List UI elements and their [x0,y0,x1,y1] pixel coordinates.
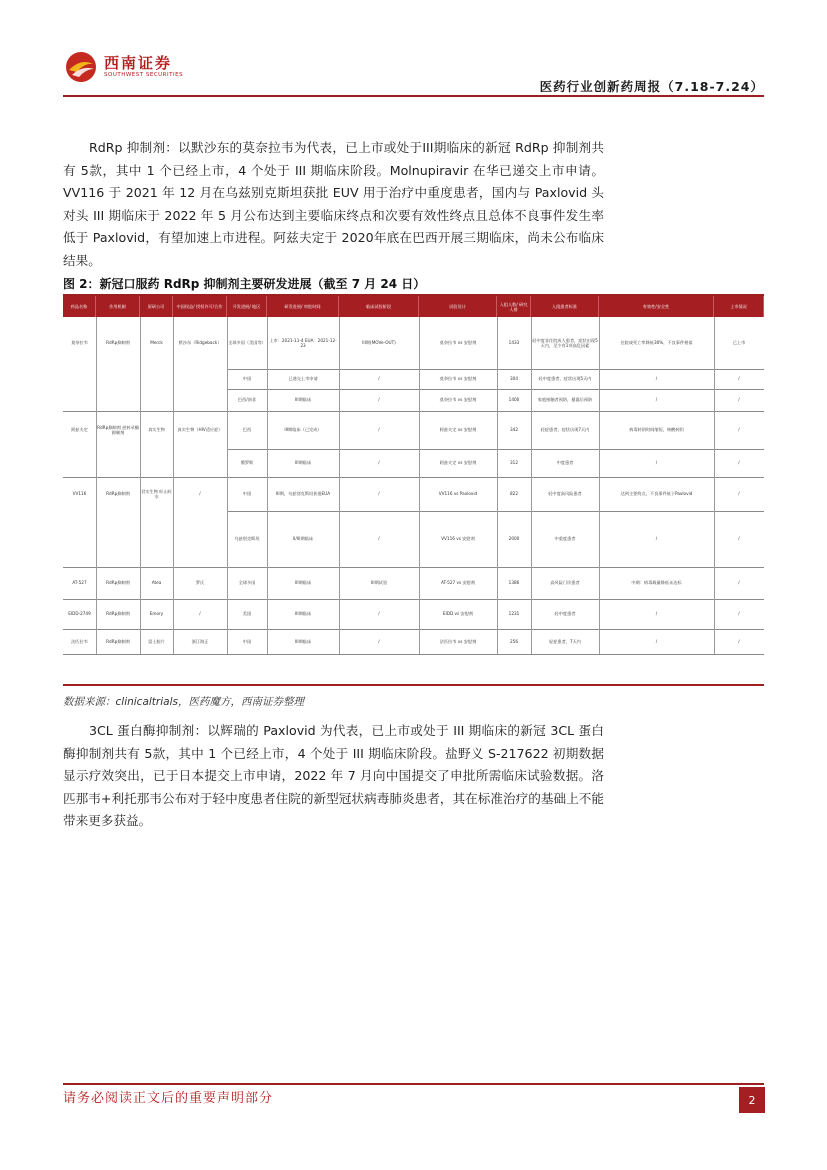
table-cell: II/III期临床 [292,536,314,542]
table-cell: 乌兹别克斯坦 [234,536,260,542]
footer-divider [63,1083,764,1085]
table-cell: / [738,427,740,433]
table-cell: 312 [510,460,518,466]
table-cell: 莫奈拉韦 vs 安慰剂 [439,376,477,382]
paragraph-3cl: 3CL 蛋白酶抑制剂：以辉瑞的 Paxlovid 为代表，已上市或处于 III 期临床的新冠 3CL 蛋白酶抑制剂共有 5款，其中 1 个已经上市，4 个处于 III 期临床阶段。盐野义 S-217622 初期数据显示疗效突出，已于日本提交上市申请，2022 年 7 月向中国提交了申批所需临床试验数据。洛匹那韦+利托那韦公布对于轻中度患者住院的新型冠状病毒肺炎患者，其在标准治疗的基础上不能带来更多获益。 [63,723,604,829]
table-column-divider [599,317,600,654]
table-cell: III期临床 [294,580,312,586]
table-cell: / [738,536,740,542]
table-cell: 住院或死亡率降低30%，不良事件相似 [620,340,693,346]
table-header-cell: 试验设计 [419,296,497,317]
table-column-divider [714,317,715,654]
table-cell: / [655,536,658,542]
table-cell: / [655,460,658,466]
table-cell: / [655,397,658,403]
table-cell: / [655,376,658,382]
table-cell: / [378,460,380,466]
table-cell: 轻症患者，症状出现7天内 [540,427,590,433]
table-row-divider [63,654,764,655]
table-cell: 阿兹夫定 [71,427,88,433]
table-cell: 256 [510,638,518,644]
table-column-divider [267,317,268,654]
table-cell: 莫奈拉韦 vs 安慰剂 [439,340,477,346]
table-cell: / [738,611,740,617]
table-cell: 真实生物（HIV适应症） [177,427,223,433]
table-cell: III期临床（已完成） [284,427,322,433]
table-cell: 君实生物 旺山旺水 [141,488,172,499]
table-cell: 达到主要终点，不良事件低于Paxlovid [620,491,693,497]
table-cell: 342 [510,427,518,433]
table-header [63,296,764,317]
report-title: 医药行业创新药周报（7.18-7.24） [539,79,764,94]
table-cell: RdRp抑制剂 [106,611,130,617]
table-cell: 轻中度患者，症状出现5天内 [538,376,592,382]
table-cell: 822 [510,491,518,497]
table-column-divider [140,317,141,654]
table-cell: III期临床 [294,638,312,644]
table-cell: / [738,460,740,466]
table-cell: 轻症患者，7天内 [549,638,581,644]
table-cell: Atea [151,580,162,586]
table-cell: 中国 [242,491,252,497]
table-header-cell: 有效性/安全性 [599,296,714,317]
table-cell: 莫奈拉韦 [71,340,88,346]
table-header-cell: 研发进展/ 审批时间 [267,296,339,317]
table-cell: / [738,397,740,403]
table-cell: VV116 [72,491,87,497]
table-header-cell: 原研公司 [140,296,173,317]
table-cell: 2000 [508,536,520,542]
table-cell: 阿兹夫定 vs 安慰剂 [439,460,477,466]
table-cell: 中国 [242,376,252,382]
table-body [63,317,764,684]
table-cell: 巴西/南非 [237,397,257,403]
table-cell: RdRp抑制剂 逆转录酶抑制剂 [97,424,139,435]
table-cell: 阿兹夫定 vs 安慰剂 [439,427,477,433]
table-cell: 罗氏 [195,580,205,586]
table-cell: / [738,376,740,382]
table-cell: RdRp抑制剂 [106,491,130,497]
table-cell: / [378,491,380,497]
table-cell: 304 [510,376,518,382]
logo-english-name: SOUTHWEST SECURITIES [104,72,184,78]
table-cell: 轻中度非住院成人患者，症状出现5天内，至少有1项高危因素 [532,337,598,348]
table-header-cell: 中国权益/ 授权许可/合作 [173,296,227,317]
table-cell: / [199,491,201,497]
table-bottom-rule [63,684,764,686]
table-cell: 中重度患者 [554,536,576,542]
table-cell: AT-527 [72,580,87,586]
table-cell: 全球多国（美国等） [228,340,266,346]
table-column-divider [227,317,228,654]
data-source: 数据来源：clinicaltrials，医药魔方，西南证券整理 [63,696,304,708]
table-cell: VV116 vs 安慰剂 [441,536,475,542]
table-cell: 1386 [508,580,520,586]
disclaimer-notice: 请务必阅读正文后的重要声明部分 [63,1091,274,1106]
table-cell: 中度患者 [556,460,574,466]
table-cell: / [378,376,380,382]
table-header-cell: 入组人数/ 研究人群 [497,296,531,317]
table-cell: III期临床 [294,397,312,403]
table-header-cell: 作用机制 [96,296,140,317]
table-cell: 轻中度患者 [554,611,576,617]
table-cell: 高风险门诊患者 [550,580,580,586]
table-header-cell: 上市情况 [714,296,764,317]
table-cell: III期，乌兹别克斯坦获批EUA [275,491,331,497]
rdrp-table [63,296,764,686]
table-cell: / [378,536,380,542]
table-cell: Merck [150,340,163,346]
table-column-divider [96,317,97,654]
table-cell: 全球多国 [238,580,256,586]
table-column-divider [419,317,420,654]
table-cell: III期临床 [294,460,312,466]
table-cell: VV116 vs Paxlovid [438,491,478,497]
table-cell: 巴西 [242,427,252,433]
table-cell: III期(MOVe-OUT) [362,340,396,346]
table-cell: 已递交上市申请 [288,376,318,382]
table-column-divider [339,317,340,654]
table-cell: RdRp抑制剂 [106,638,130,644]
table-cell: 莫奈拉韦 vs 安慰剂 [439,397,477,403]
table-cell: / [738,638,740,644]
table-cell: 默沙东（Ridgeback） [178,340,222,346]
table-cell: / [199,611,201,617]
table-cell: 轻中度高风险患者 [548,491,582,497]
table-column-divider [531,317,532,654]
table-cell: 中国 [242,638,252,644]
table-cell: / [378,611,380,617]
table-cell: / [738,580,740,586]
table-cell: III期试验 [370,580,388,586]
table-cell: AT-527 vs 安慰剂 [440,580,476,586]
table-cell: Emory [149,611,164,617]
table-cell: 已上市 [732,340,746,346]
table-cell: / [378,397,380,403]
table-cell: 1400 [508,397,520,403]
table-cell: III期临床 [294,611,312,617]
table-cell: RdRp抑制剂 [106,340,130,346]
figure-title: 图 2：新冠口服药 RdRp 抑制剂主要研发进展（截至 7 月 24 日） [63,277,426,291]
table-header-cell: 临床试验阶段 [339,296,419,317]
logo-icon [64,50,98,84]
table-cell: 病毒转阴时间缩短，核酸转阴 [629,427,684,433]
table-header-cell: 入组患者标准 [531,296,599,317]
table-cell: 中期：病毒载量降低未达标 [631,580,682,586]
table-cell: 法匹拉韦 vs 安慰剂 [439,638,477,644]
table-cell: 浙江海正 [191,638,209,644]
table-cell: RdRp抑制剂 [106,580,130,586]
paragraph-rdrp: RdRp 抑制剂：以默沙东的莫奈拉韦为代表，已上市或处于III期临床的新冠 RdRp 抑制剂共有 5款，其中 1 个已经上市，4 个处于 III 期临床阶段。Molnupiravir 在华已递交上市申请。VV116 于 2021 年 12 月在乌兹别克斯坦获批 EUV 用于治疗中重度患者，国内与 Paxlovid 头对头 III 期临床于 2022 年 5 月公布达到主要临床终点和次要有效性终点且总体不良事件发生率低于 Paxlovid，有望加速上市进程。阿兹夫定于 2020年底在巴西开展三期临床，尚未公布临床结果。 [63,140,604,268]
table-cell: 1433 [508,340,520,346]
table-cell: / [655,611,658,617]
table-cell: 美国 [242,611,252,617]
table-cell: 1231 [508,611,520,617]
header-divider [63,95,764,97]
logo-chinese-name: 西南证券 [104,54,173,72]
table-cell: / [378,638,380,644]
table-cell: / [378,427,380,433]
table-cell: 上市：2021-11-4 EUA：2021-12-23 [269,337,337,348]
table-cell: 家庭接触者预防，暴露后预防 [537,397,593,403]
table-cell: 富士胶片 [148,638,165,644]
company-logo [64,50,183,84]
table-cell: EIDD vs 安慰剂 [442,611,474,617]
table-column-divider [497,317,498,654]
table-cell: / [738,491,740,497]
table-cell: 真实生物 [148,427,165,433]
table-cell: 法匹拉韦 [71,638,88,644]
table-cell: / [655,638,658,644]
table-cell: EIDD-2749 [68,611,91,617]
table-column-divider [173,317,174,654]
page-header [0,0,827,100]
table-header-cell: 开发进展/ 地区 [227,296,267,317]
table-cell: 俄罗斯 [240,460,254,466]
table-header-cell: 药品名称 [63,296,96,317]
page-number: 2 [739,1087,765,1113]
